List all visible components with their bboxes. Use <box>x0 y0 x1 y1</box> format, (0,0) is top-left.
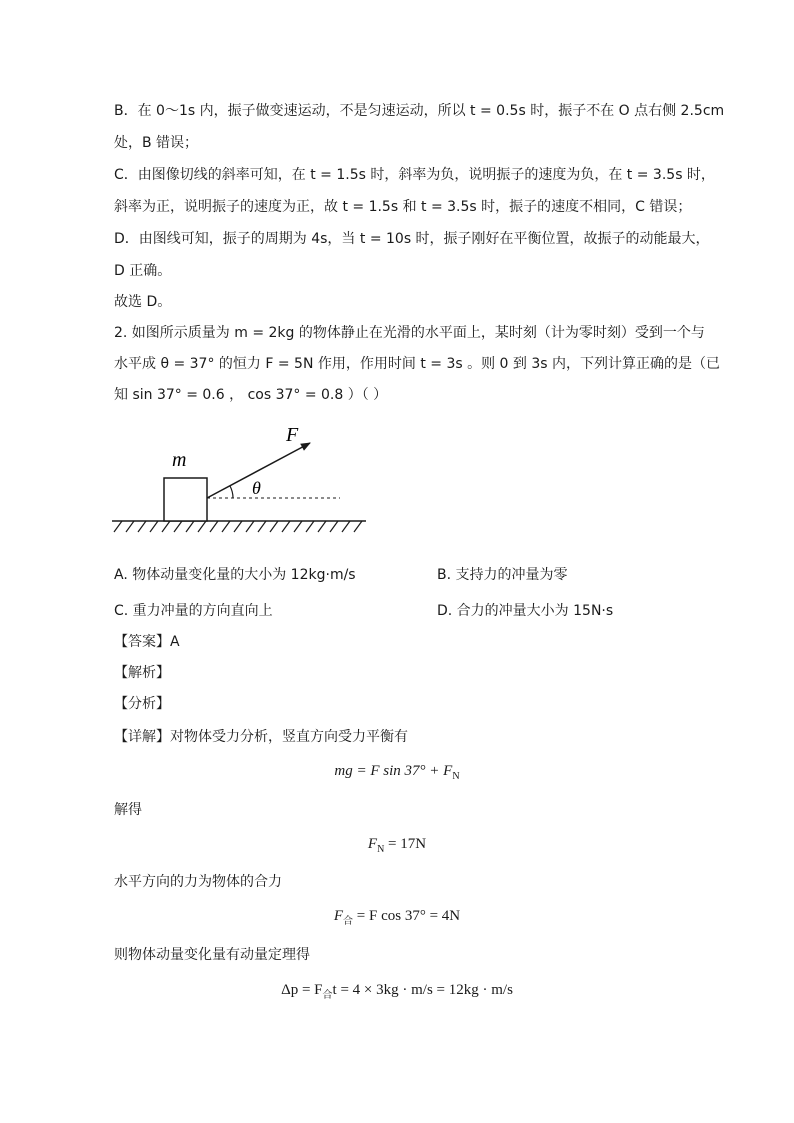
question-line-1: 2. 如图所示质量为 m = 2kg 的物体静止在光滑的水平面上，某时刻（计为零时刻）受到一个与 <box>114 325 705 341</box>
option-b[interactable]: B. 支持力的冲量为零 <box>437 567 568 583</box>
detail-text: 对物体受力分析，竖直方向受力平衡有 <box>170 729 408 745</box>
formula-normal-force <box>0 834 794 860</box>
explanation-line-d2: D 正确。 <box>114 263 172 279</box>
formula-force-balance <box>0 761 794 787</box>
option-a[interactable]: A. 物体动量变化量的大小为 12kg·m/s <box>114 567 356 583</box>
explanation-line-b2: 处，B 错误； <box>114 135 199 151</box>
fenxi-tag: 【分析】 <box>114 696 170 712</box>
explanation-line-b1: B．在 0～1s 内，振子做变速运动，不是匀速运动，所以 t = 0.5s 时，振子不在 O 点右侧 2.5cm <box>114 103 725 119</box>
formula4-main: Δp = F <box>281 982 323 998</box>
answer-tag: 【答案】 <box>114 634 170 650</box>
formula1-sub: N <box>452 771 460 782</box>
formula1-main: mg = F sin 37° + F <box>334 763 453 779</box>
angle-label: θ <box>252 478 261 498</box>
formula-momentum <box>0 980 794 1006</box>
formula3-sub: 合 <box>343 916 354 927</box>
force-label: F <box>286 424 299 446</box>
horizontal-text: 水平方向的力为物体的合力 <box>114 874 282 890</box>
answer-value: A <box>170 634 180 650</box>
physics-figure <box>110 418 380 540</box>
momentum-text: 则物体动量变化量有动量定理得 <box>114 947 310 963</box>
angle-arc <box>230 486 233 498</box>
mass-block <box>164 478 207 521</box>
solve-text: 解得 <box>114 802 142 818</box>
analysis-tag: 【解析】 <box>114 665 170 681</box>
question-line-3: 知 sin 37° = 0.6 ， cos 37° = 0.8 ）（ ） <box>114 387 388 403</box>
ground-hatching <box>114 521 362 532</box>
formula2-main: F <box>367 836 378 852</box>
explanation-line-c1: C．由图像切线的斜率可知，在 t = 1.5s 时，斜率为负，说明振子的速度为负，在 t = 3.5s 时， <box>114 167 715 183</box>
explanation-choice: 故选 D。 <box>114 294 172 310</box>
answer-line <box>114 632 180 652</box>
explanation-line-c2: 斜率为正，说明振子的速度为正，故 t = 1.5s 和 t = 3.5s 时，振子的速度不相同，C 错误； <box>114 199 692 215</box>
explanation-line-d1: D．由图线可知，振子的周期为 4s，当 t = 10s 时，振子刚好在平衡位置，故振子的动能最大， <box>114 231 710 247</box>
detail-tag: 【详解】 <box>114 729 170 745</box>
mass-label: m <box>172 449 187 471</box>
formula3-main: F <box>333 908 344 924</box>
formula3-rest: = F cos 37° = 4N <box>353 908 461 924</box>
formula2-rest: = 17N <box>384 836 427 852</box>
formula4-rest: t = 4 × 3kg · m/s = 12kg · m/s <box>332 982 513 998</box>
question-line-2: 水平成 θ = 37° 的恒力 F = 5N 作用，作用时间 t = 3s 。则 0 到 3s 内，下列计算正确的是（已 <box>114 356 721 372</box>
formula2-sub: N <box>377 844 385 855</box>
formula-net-force <box>0 906 794 932</box>
option-c[interactable]: C. 重力冲量的方向直向上 <box>114 603 273 619</box>
option-d[interactable]: D. 合力的冲量大小为 15N·s <box>437 603 614 619</box>
formula4-sub: 合 <box>322 990 333 1001</box>
detail-line <box>114 727 408 747</box>
